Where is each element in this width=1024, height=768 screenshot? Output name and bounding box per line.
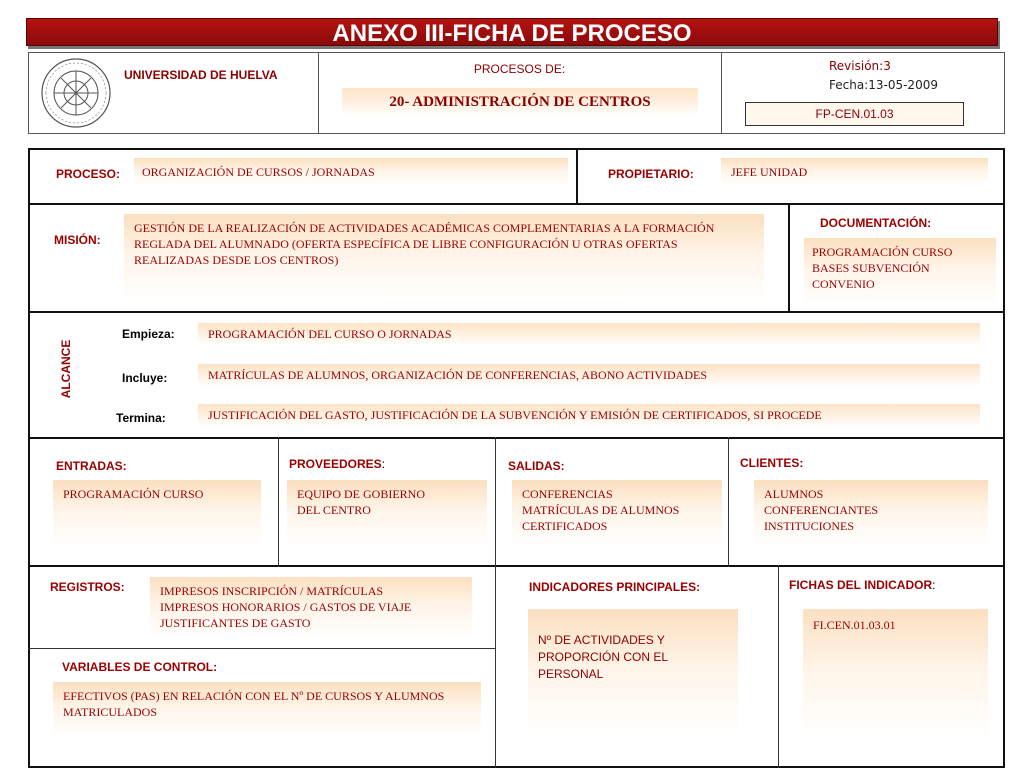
alcance-label: ALCANCE bbox=[59, 339, 73, 399]
mision-value: GESTIÓN DE LA REALIZACIÓN DE ACTIVIDADES ACADÉMICAS COMPLEMENTARIAS A LA FORMACIÓN REGLADA DEL ALUMNADO (OFERTA ESPECÍFICA DE LIBRE CONFIGURACIÓN U OTRAS OFERTAS REALIZADAS DESDE LOS CENTROS) bbox=[124, 214, 764, 304]
documentacion-value: PROGRAMACIÓN CURSO BASES SUBVENCIÓN CONVENIO bbox=[804, 238, 996, 304]
fichas-value: FI.CEN.01.03.01 bbox=[803, 609, 988, 739]
mision-label: MISIÓN: bbox=[54, 233, 101, 247]
incluye-value: MATRÍCULAS DE ALUMNOS, ORGANIZACIÓN DE CONFERENCIAS, ABONO ACTIVIDADES bbox=[198, 364, 980, 386]
procesos-value: 20- ADMINISTRACIÓN DE CENTROS bbox=[342, 88, 698, 116]
proceso-label: PROCESO: bbox=[56, 167, 121, 181]
termina-label: Termina: bbox=[116, 411, 166, 425]
entradas-label: ENTRADAS: bbox=[56, 459, 127, 473]
incluye-label: Incluye: bbox=[122, 371, 168, 385]
university-name: UNIVERSIDAD DE HUELVA bbox=[124, 68, 278, 82]
clientes-label: CLIENTES: bbox=[740, 456, 804, 470]
registros-value: IMPRESOS INSCRIPCIÓN / MATRÍCULAS IMPRESOS HONORARIOS / GASTOS DE VIAJE JUSTIFICANTES DE GASTO bbox=[150, 577, 472, 639]
documentacion-label: DOCUMENTACIÓN: bbox=[820, 216, 932, 230]
variables-label: VARIABLES DE CONTROL: bbox=[62, 660, 218, 674]
proceso-value: ORGANIZACIÓN DE CURSOS / JORNADAS bbox=[134, 158, 568, 186]
fichas-heading bbox=[789, 576, 935, 594]
propietario-label: PROPIETARIO: bbox=[608, 167, 694, 181]
registros-label: REGISTROS: bbox=[50, 580, 125, 594]
clientes-value: ALUMNOS CONFERENCIANTES INSTITUCIONES bbox=[754, 480, 988, 546]
vsep-bottom-1 bbox=[495, 565, 496, 768]
separator-4 bbox=[28, 565, 1005, 567]
header-divider-2 bbox=[721, 52, 722, 134]
proveedores-heading bbox=[289, 455, 385, 473]
indicadores-value: Nº DE ACTIVIDADES Y PROPORCIÓN CON EL PERSONAL bbox=[528, 609, 738, 739]
proveedores-colon: : bbox=[381, 457, 386, 471]
proveedores-label: PROVEEDORES bbox=[289, 457, 382, 471]
entradas-value: PROGRAMACIÓN CURSO bbox=[53, 480, 261, 546]
separator-5 bbox=[28, 648, 496, 649]
fichas-label: FICHAS DEL INDICADOR bbox=[789, 578, 933, 592]
university-seal-icon bbox=[36, 56, 116, 130]
vsep-io-2 bbox=[495, 437, 496, 567]
empieza-value: PROGRAMACIÓN DEL CURSO O JORNADAS bbox=[198, 323, 980, 345]
vsep-mision bbox=[788, 203, 790, 313]
vsep-io-3 bbox=[728, 437, 729, 567]
separator-2 bbox=[28, 311, 1005, 313]
separator-1 bbox=[28, 203, 1005, 205]
vsep-proceso bbox=[576, 148, 578, 204]
variables-value: EFECTIVOS (PAS) EN RELACIÓN CON EL Nº DE CURSOS Y ALUMNOS MATRICULADOS bbox=[53, 682, 481, 738]
revision-label: Revisión:3 bbox=[829, 59, 891, 73]
page-title: ANEXO III-FICHA DE PROCESO bbox=[26, 18, 998, 46]
separator-3 bbox=[28, 437, 1005, 439]
document-code: FP-CEN.01.03 bbox=[745, 102, 964, 126]
termina-value: JUSTIFICACIÓN DEL GASTO, JUSTIFICACIÓN DE LA SUBVENCIÓN Y EMISIÓN DE CERTIFICADOS, SI PROCEDE bbox=[198, 404, 980, 426]
vsep-io-1 bbox=[278, 437, 279, 567]
procesos-label: PROCESOS DE: bbox=[473, 62, 566, 76]
salidas-value: CONFERENCIAS MATRÍCULAS DE ALUMNOS CERTIFICADOS bbox=[512, 480, 722, 546]
proveedores-value: EQUIPO DE GOBIERNO DEL CENTRO bbox=[287, 480, 487, 546]
indicadores-label: INDICADORES PRINCIPALES: bbox=[529, 580, 701, 594]
fecha-label: Fecha:13-05-2009 bbox=[829, 78, 938, 92]
vsep-bottom-2 bbox=[778, 565, 779, 768]
empieza-label: Empieza: bbox=[122, 327, 175, 341]
salidas-label: SALIDAS: bbox=[508, 459, 565, 473]
propietario-value: JEFE UNIDAD bbox=[721, 158, 988, 186]
fichas-colon: : bbox=[932, 578, 936, 592]
